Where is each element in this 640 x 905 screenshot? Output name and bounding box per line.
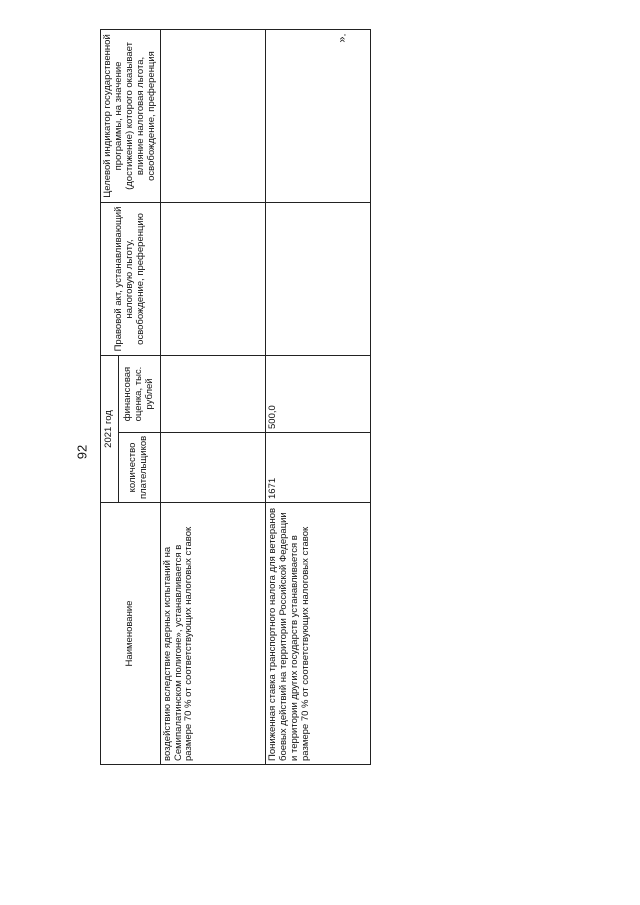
table-row [265,30,370,765]
row-payers-cell: 1671 [265,433,370,503]
header-financial: финансовая оценка, тыс. рублей [118,356,160,433]
header-payers: количество плательщиков [118,433,160,503]
table-row [160,30,265,765]
row-target-cell [160,30,265,203]
row-name-cell: Пониженная ставка транспортного налога для ветеранов боевых действий на территории Российской Федерации и территории других государств устанавливается в размере 70 % от соответствующих налоговых ставок [265,503,370,765]
header-row-1 [101,30,119,765]
end-quote-mark: ». [336,33,349,43]
header-target-indicator: Целевой индикатор государственной программы, на значение (достижение) которого оказывает влияние налоговая льгота, освобождение, преференция [101,30,161,203]
header-legal-act: Правовой акт, устанавливающий налоговую льготу, освобождение, преференцию [101,203,161,356]
header-name: Наименование [101,503,161,765]
row-legal-act-cell [160,203,265,356]
table-frame [100,30,365,765]
row-payers-cell [160,433,265,503]
row-name-cell: воздействию вследствие ядерных испытаний на Семипалатинском полигоне», устанавливается в размере 70 % от соответствующих налоговых ставок [160,503,265,765]
row-financial-cell: 500,0 [265,356,370,433]
tax-benefits-table [100,29,371,765]
row-financial-cell [160,356,265,433]
page-number: 92 [74,444,90,460]
header-year: 2021 год [101,356,119,503]
row-legal-act-cell [265,203,370,356]
row-target-cell [265,30,370,203]
rotated-table-wrapper [100,30,365,765]
